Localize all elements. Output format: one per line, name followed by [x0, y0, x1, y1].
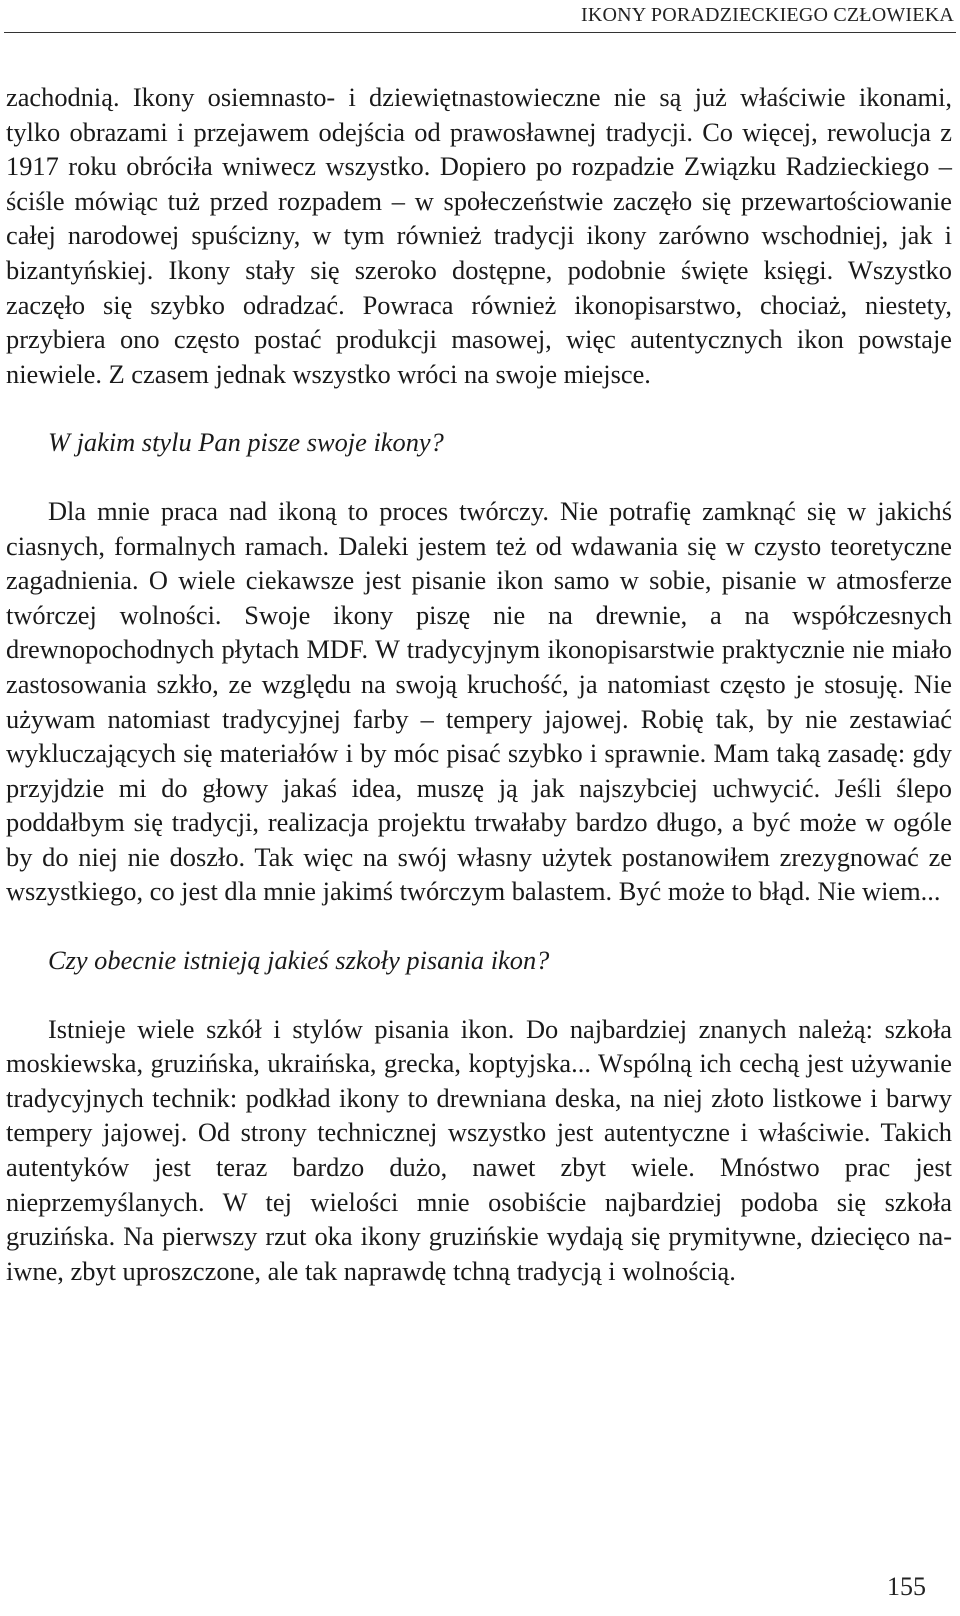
- running-head: IKONY PORADZIECKIEGO CZŁOWIEKA: [581, 4, 954, 26]
- answer-paragraph-2: Istnieje wiele szkół i stylów pisania ikon. Do najbardziej znanych należą: szkoła moskiewska, gruzińska, ukraińska, grecka, koptyjska... Wspólną ich cechą jest używanie tradycyjnych technik: podkład ikony to drewniana deska, na niej złoto listkowe i barwy tempery jajowej. Od strony technicznej wszystko jest autentyczne i właściwie. Takich autentyków jest teraz bardzo dużo, nawet zbyt wiele. Mnóstwo prac jest nieprzemyślanych. W tej wielości mnie osobiście najbardziej podoba się szkoła gruzińska. Na pierwszy rzut oka ikony gruzińskie wydają się prymitywne, dziecięco naiwne, zbyt uproszczone, ale tak naprawdę tchną tradycją i wolnością.: [6, 1013, 952, 1286]
- header-rule: [4, 32, 956, 33]
- interview-question-2: Czy obecnie istnieją jakieś szkoły pisania ikon?: [48, 945, 550, 976]
- answer-paragraph-1: Dla mnie praca nad ikoną to proces twórczy. Nie potrafię zamknąć się w jakichś ciasnych, formalnych ramach. Daleki jestem też od wdawania się w czysto teoretyczne zagadnienia. O wiele ciekawsze jest pisanie ikon samo w sobie, pisanie w atmosferze twórczej wolności. Swoje ikony piszę nie na drewnie, a na współczesnych drewnopochodnych płytach MDF. W tradycyjnym ikonopisarstwie praktycznie nie miało zastosowania szkło, ze względu na swoją kruchość, ja natomiast często je stosuję. Nie używam natomiast tradycyjnej farby – tempery jajowej. Robię tak, by nie zestawiać wykluczających się materiałów i by móc pisać szybko i sprawnie. Mam taką zasadę: gdy przyjdzie mi do głowy jakaś idea, muszę ją jak najszybciej uchwycić. Jeśli ślepo poddałbym się tradycji, realizacja projektu trwałaby bardzo długo, a być może w ogóle by do niej nie doszło. Tak więc na swój własny użytek postanowiłem zrezygnować ze wszystkiego, co jest dla mnie jakimś twórczym balastem. Być może to błąd. Nie wiem...: [6, 495, 952, 907]
- body-text: [6, 80, 952, 1288]
- interview-question-1: W jakim stylu Pan pisze swoje ikony?: [48, 427, 444, 458]
- page-number: 155: [887, 1572, 926, 1601]
- paragraph-continuation: zachodnią. Ikony osiemnasto- i dziewiętnastowieczne nie są już właściwie ikonami, tylko obrazami i przejawem odejścia od prawosławnej tradycji. Co więcej, rewolucja z 1917 roku obróciła wniwecz wszystko. Dopiero po rozpadzie Związku Radzieckiego – ściśle mówiąc tuż przed rozpadem – w społeczeństwie zaczęło się przewartościowanie całej narodowej spuścizny, w tym również tradycji ikony zarówno wschodniej, jak i bizantyńskiej. Ikony stały się szeroko dostępne, podobnie święte księgi. Wszystko zaczęło się szybko odradzać. Powraca również ikonopisarstwo, chociaż, niestety, przybiera ono często postać produkcji masowej, więc autentycznych ikon powstaje niewiele. Z czasem jednak wszystko wróci na swoje miejsce.: [6, 82, 952, 389]
